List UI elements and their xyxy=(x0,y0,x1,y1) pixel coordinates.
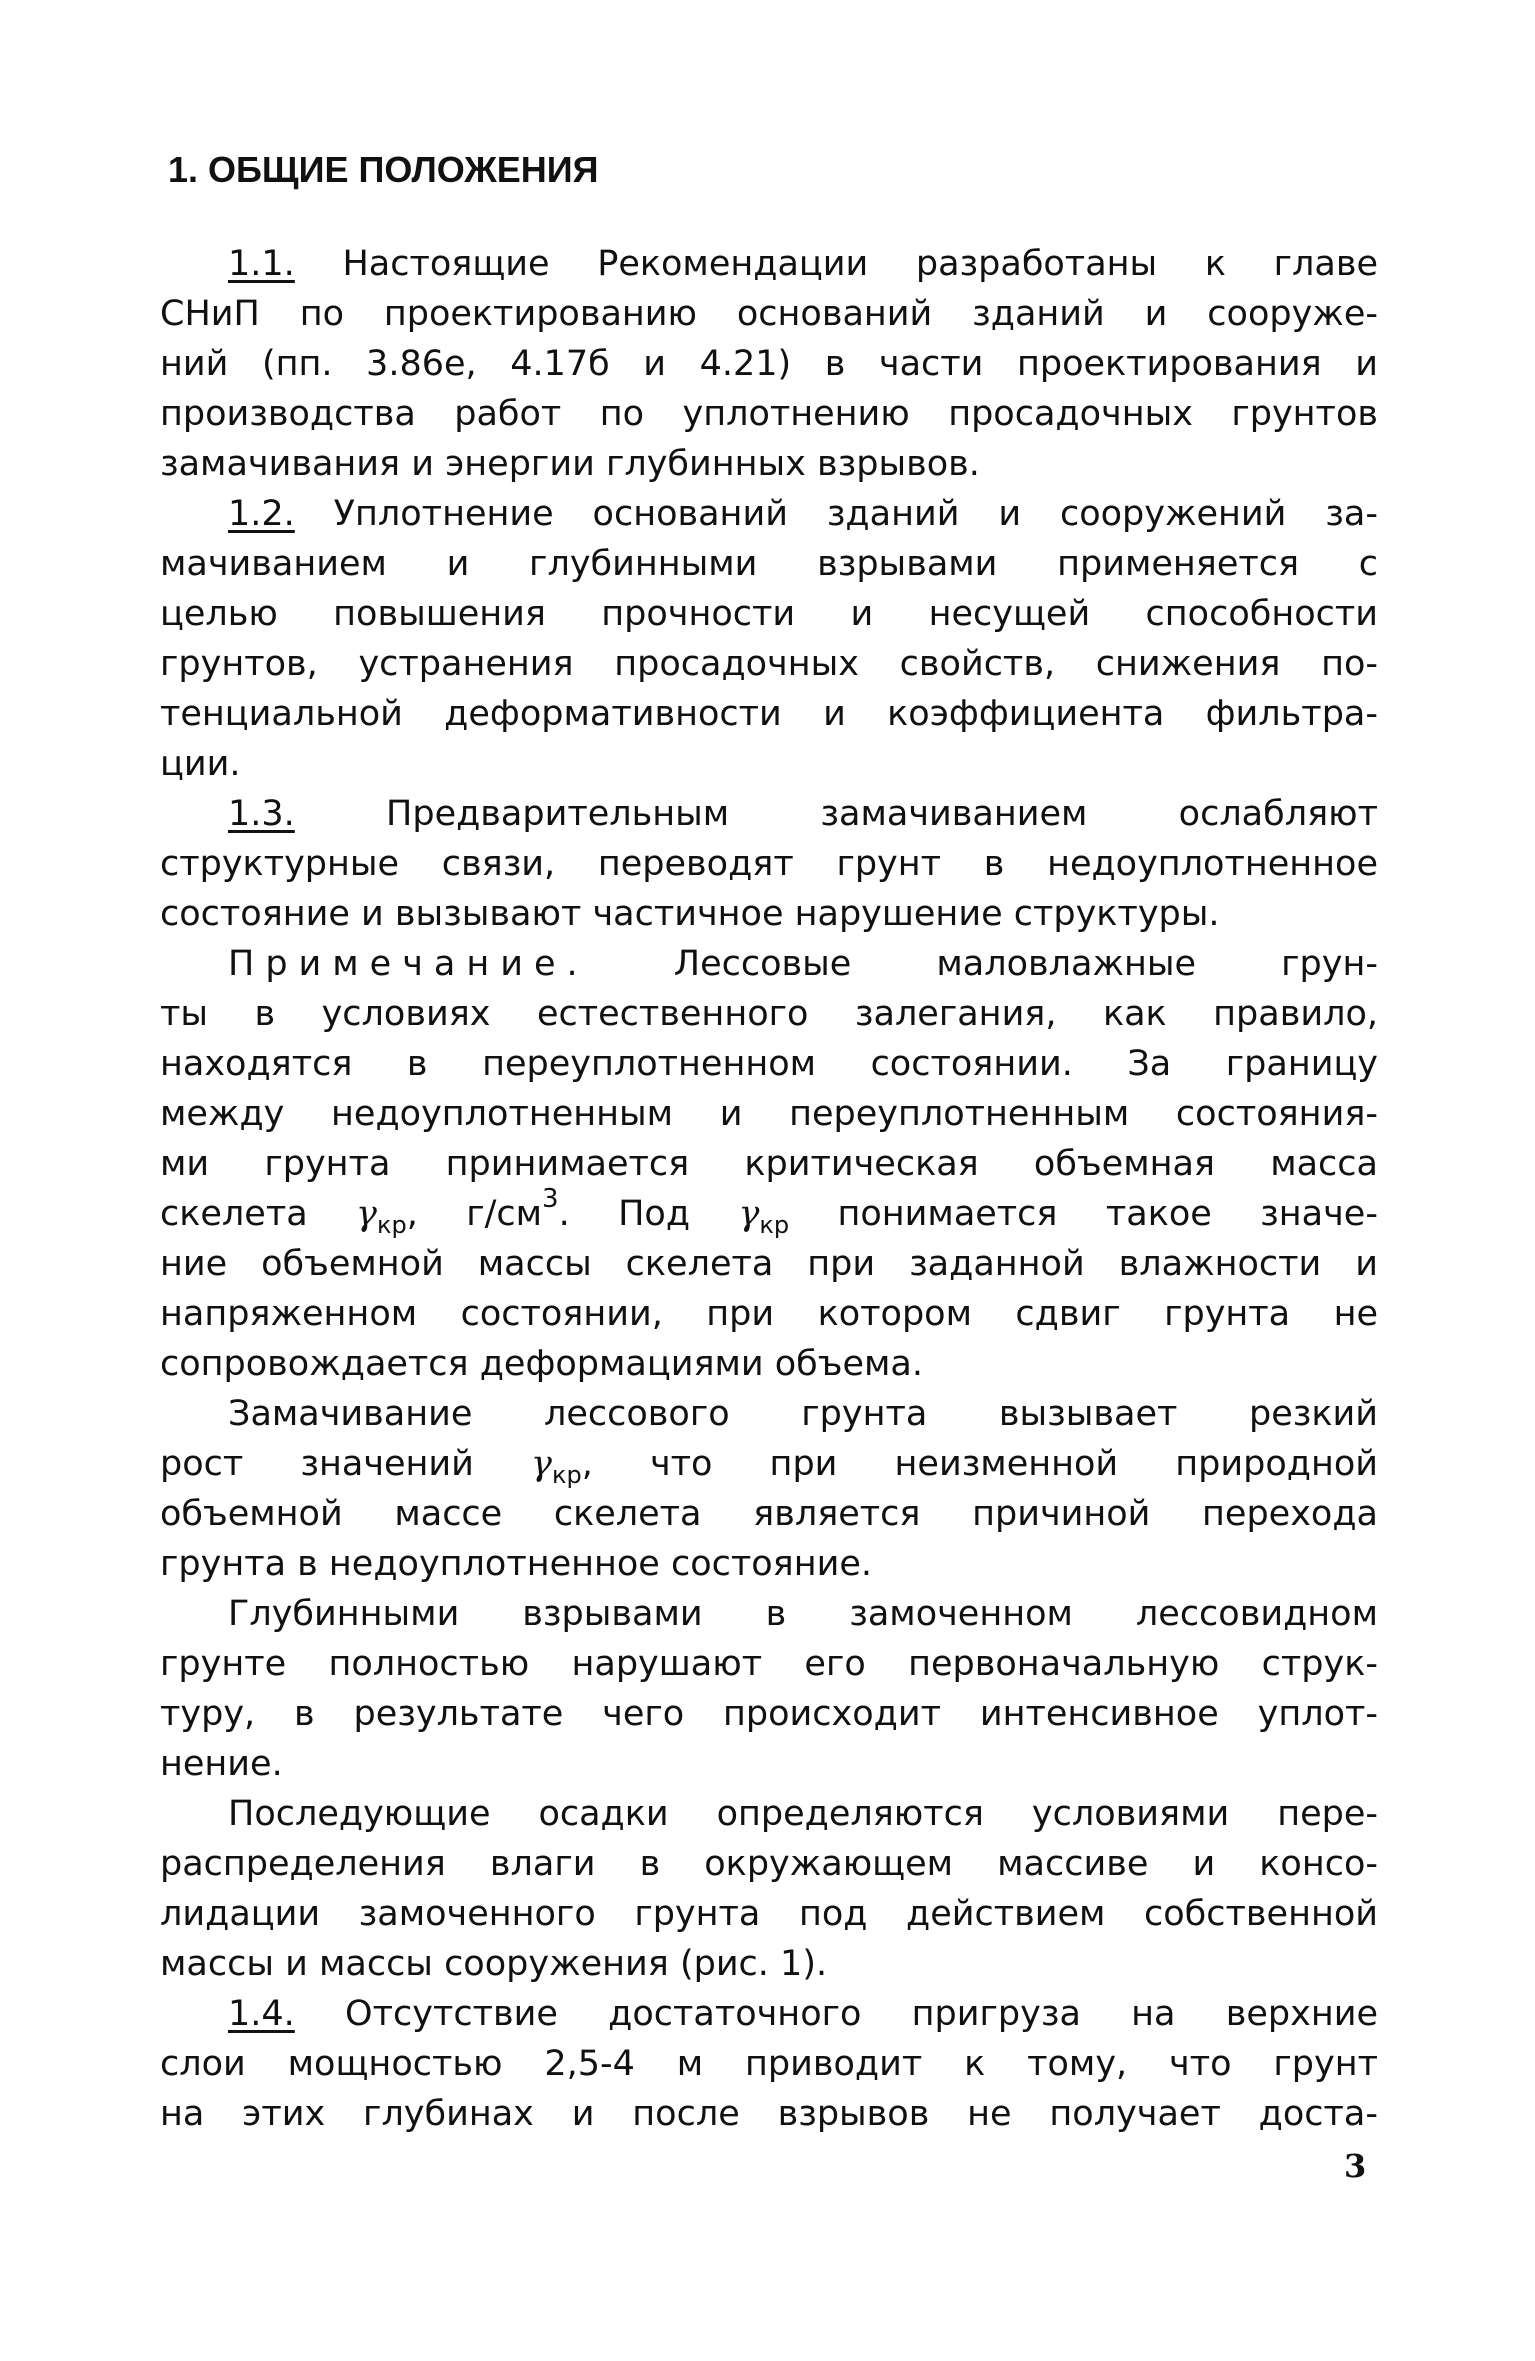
clause-number: 1.2. xyxy=(228,494,295,534)
note-line: ты в условиях естественного залегания, как правило, xyxy=(160,994,1378,1034)
note-line: сопровождается деформациями объема. xyxy=(160,1344,924,1384)
paragraph-line: грунта в недоуплотненное состояние. xyxy=(160,1544,873,1584)
gamma-symbol: γ xyxy=(356,1194,377,1234)
paragraph-line: массы и массы сооружения (рис. 1). xyxy=(160,1944,828,1984)
note-line: скелета $\gamma_{кр}$, $г/см^3$. Под $\gamma_{кр}$ понимается такое значе- xyxy=(160,1184,1378,1239)
note-line: ми грунта принимается критическая объемная масса xyxy=(160,1144,1378,1184)
paragraph-line: структурные связи, переводят грунт в недоуплотненное xyxy=(160,844,1378,884)
paragraph-line: Последующие осадки определяются условиями пере- xyxy=(228,1794,1378,1834)
paragraph-line: объемной массе скелета является причиной перехода xyxy=(160,1494,1378,1534)
paragraph-line: Глубинными взрывами в замоченном лессовидном xyxy=(228,1594,1378,1634)
paragraph-line: 1.2. Уплотнение оснований зданий и сооружений за- xyxy=(228,494,1378,534)
paragraph-line: туру, в результате чего происходит интенсивное уплот- xyxy=(160,1694,1378,1734)
note-line: Примечание. Лессовые маловлажные грун- xyxy=(228,944,1378,984)
paragraph-line: состояние и вызывают частичное нарушение структуры. xyxy=(160,894,1220,934)
note-line: ние объемной массы скелета при заданной влажности и xyxy=(160,1244,1378,1284)
paragraph-line: мачиванием и глубинными взрывами применяется с xyxy=(160,544,1378,584)
note-line: между недоуплотненным и переуплотненным состояния- xyxy=(160,1094,1378,1134)
clause-number: 1.3. xyxy=(228,794,295,834)
paragraph-line: нение. xyxy=(160,1744,283,1784)
paragraph-line: СНиП по проектированию оснований зданий и сооруже- xyxy=(160,294,1378,334)
unit-superscript: 3 xyxy=(542,1184,559,1214)
note-line: напряженном состоянии, при котором сдвиг грунта не xyxy=(160,1294,1378,1334)
paragraph-line: 1.4. Отсутствие достаточного пригруза на верхние xyxy=(228,1994,1378,2034)
paragraph-line: рост значений $\gamma_{кр}$, что при неизменной природной xyxy=(160,1444,1379,1489)
page-number: 3 xyxy=(1344,2147,1367,2185)
clause-number: 1.4. xyxy=(228,1994,295,2034)
paragraph-line: замачивания и энергии глубинных взрывов. xyxy=(160,444,980,484)
gamma-symbol: γ xyxy=(738,1194,760,1234)
note-label: Примечание. xyxy=(228,944,589,984)
section-heading: 1. ОБЩИЕ ПОЛОЖЕНИЯ xyxy=(168,149,599,190)
paragraph-line: на этих глубинах и после взрывов не получает доста- xyxy=(160,2094,1378,2134)
gamma-symbol: γ xyxy=(531,1444,552,1484)
paragraph-line: Замачивание лессового грунта вызывает резкий xyxy=(228,1394,1378,1434)
paragraph-line: ний (пп. 3.86е, 4.17б и 4.21) в части проектирования и xyxy=(160,344,1378,384)
gamma-subscript: кр xyxy=(551,1461,582,1489)
gamma-subscript: кр xyxy=(376,1211,407,1239)
paragraph-line: ции. xyxy=(160,744,241,784)
paragraph-line: тенциальной деформативности и коэффициента фильтра- xyxy=(160,694,1378,734)
paragraph-line: грунтов, устранения просадочных свойств, снижения по- xyxy=(160,644,1378,684)
note-line: находятся в переуплотненном состоянии. За границу xyxy=(160,1044,1378,1084)
paragraph-line: распределения влаги в окружающем массиве и консо- xyxy=(160,1844,1378,1884)
paragraph-line: лидации замоченного грунта под действием собственной xyxy=(160,1894,1378,1934)
paragraph-line: 1.3. Предварительным замачиванием ослабляют xyxy=(228,794,1378,834)
paragraph-line: производства работ по уплотнению просадочных грунтов xyxy=(160,394,1378,434)
paragraph-line: целью повышения прочности и несущей способности xyxy=(160,594,1378,634)
gamma-subscript: кр xyxy=(759,1211,790,1239)
paragraph-line: грунте полностью нарушают его первоначальную струк- xyxy=(160,1644,1378,1684)
paragraph-line: 1.1. Настоящие Рекомендации разработаны к главе xyxy=(228,244,1378,284)
paragraph-line: слои мощностью 2,5-4 м приводит к тому, что грунт xyxy=(160,2044,1378,2084)
clause-number: 1.1. xyxy=(228,244,295,284)
